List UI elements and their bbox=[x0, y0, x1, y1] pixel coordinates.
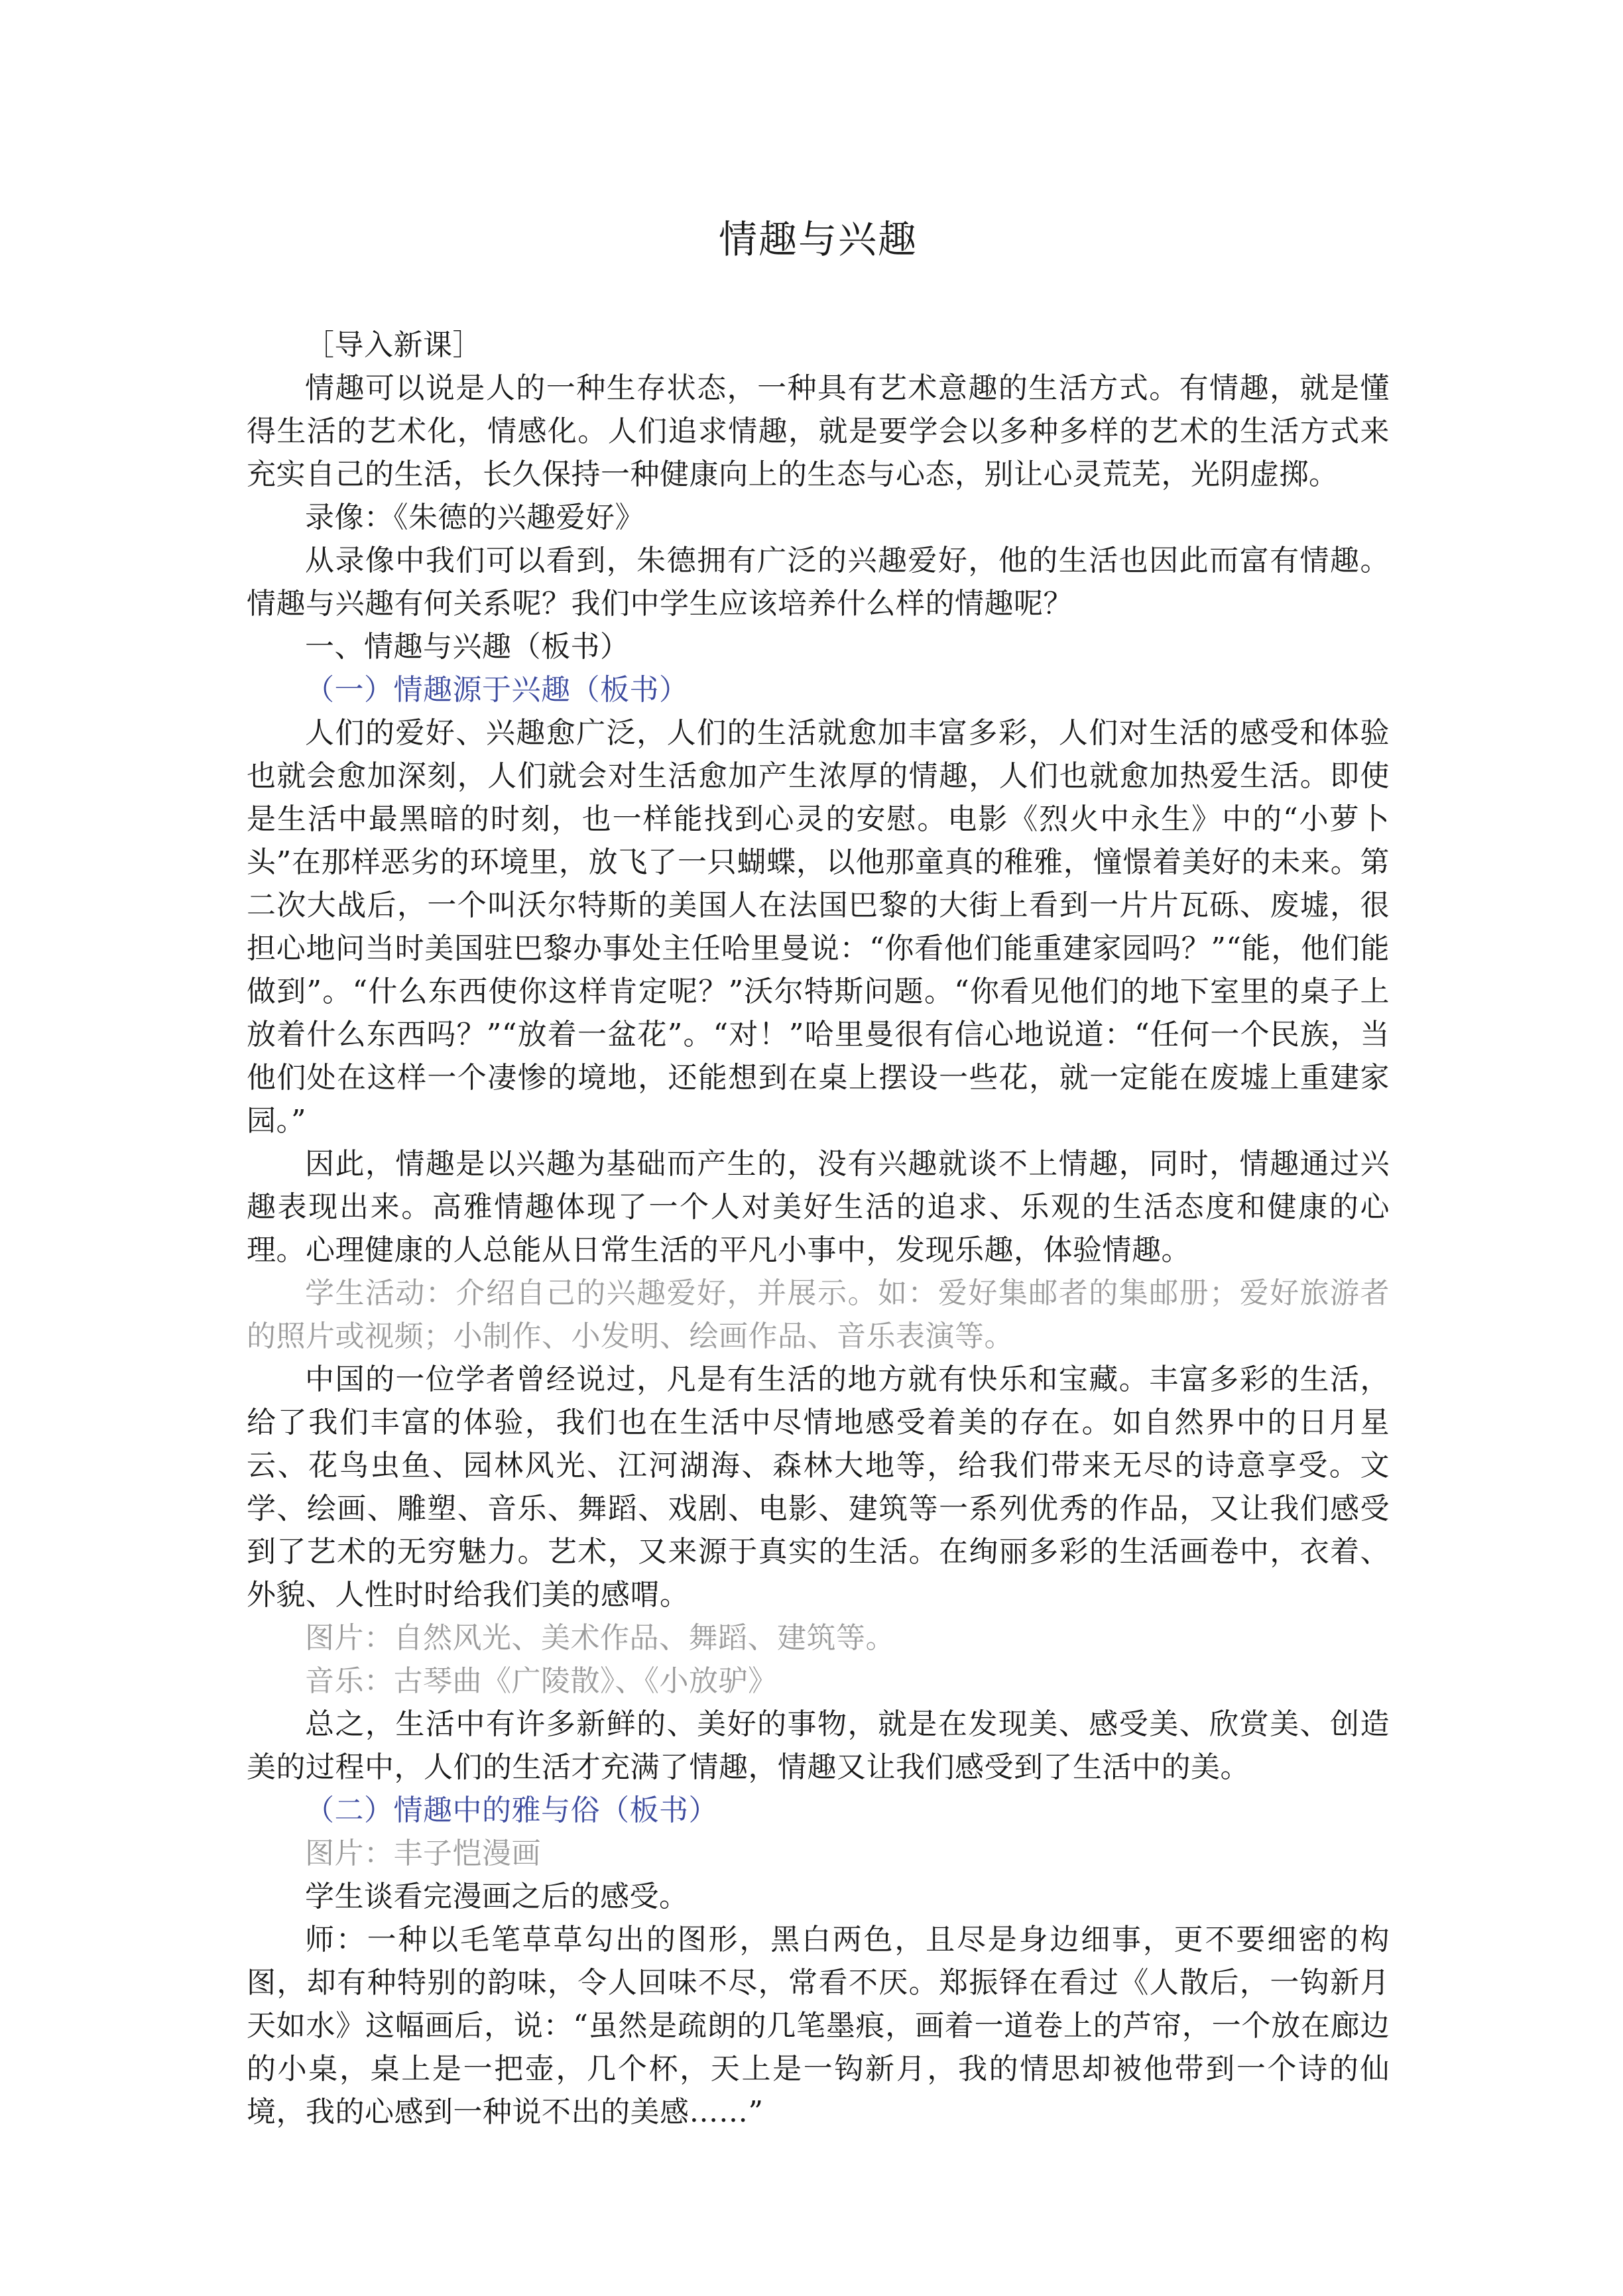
paragraph-intro: 情趣可以说是人的一种生存状态，一种具有艺术意趣的生活方式。有情趣，就是懂得生活的艺术化，情感化。人们追求情趣，就是要学会以多种多样的艺术的生活方式来充实自己的生活，长久保持一种健康向上的生态与心态，别让心灵荒芜，光阴虚掷。 bbox=[247, 371, 1390, 491]
video-note: 录像：《朱德的兴趣爱好》 bbox=[305, 501, 644, 534]
document-body bbox=[247, 324, 1390, 2134]
picture-note-nature: 图片：自然风光、美术作品、舞蹈、建筑等。 bbox=[305, 1621, 895, 1655]
student-discussion-note: 学生谈看完漫画之后的感受。 bbox=[305, 1880, 689, 1913]
paragraph-life-beauty: 中国的一位学者曾经说过，凡是有生活的地方就有快乐和宝藏。丰富多彩的生活，给了我们丰富的体验，我们也在生活中尽情地感受着美的存在。如自然界中的日月星云、花鸟虫鱼、园林风光、江河湖海、森林大地等，给我们带来无尽的诗意享受。文学、绘画、雕塑、音乐、舞蹈、戏剧、电影、建筑等一系列优秀的作品，又让我们感受到了艺术的无穷魅力。艺术，又来源于真实的生活。在绚丽多彩的生活画卷中，衣着、外貌、人性时时给我们美的感喟。 bbox=[247, 1362, 1390, 1612]
student-activity-note: 学生活动：介绍自己的兴趣爱好，并展示。如：爱好集邮者的集邮册；爱好旅游者的照片或视频；小制作、小发明、绘画作品、音乐表演等。 bbox=[247, 1276, 1390, 1353]
heading-subsection-one: （一）情趣源于兴趣（板书） bbox=[305, 673, 689, 707]
section-label-intro: ［导入新课］ bbox=[305, 328, 482, 362]
picture-note-comic: 图片：丰子恺漫画 bbox=[305, 1837, 541, 1870]
paragraph-teacher-comment: 师：一种以毛笔草草勾出的图形，黑白两色，且尽是身边细事，更不要细密的构图，却有种特别的韵味，令人回味不尽，常看不厌。郑振铎在看过《人散后，一钩新月天如水》这幅画后，说：“虽然是疏朗的几笔墨痕，画着一道卷上的芦帘，一个放在廊边的小桌，桌上是一把壶，几个杯，天上是一钩新月，我的情思却被他带到一个诗的仙境，我的心感到一种说不出的美感……” bbox=[247, 1923, 1390, 2129]
paragraph-summary: 总之，生活中有许多新鲜的、美好的事物，就是在发现美、感受美、欣赏美、创造美的过程中，人们的生活才充满了情趣，情趣又让我们感受到了生活中的美。 bbox=[247, 1707, 1390, 1784]
paragraph-interest-story: 人们的爱好、兴趣愈广泛，人们的生活就愈加丰富多彩，人们对生活的感受和体验也就会愈加深刻，人们就会对生活愈加产生浓厚的情趣，人们也就愈加热爱生活。即使是生活中最黑暗的时刻，也一样能找到心灵的安慰。电影《烈火中永生》中的“小萝卜头”在那样恶劣的环境里，放飞了一只蝴蝶，以他那童真的稚雅，憧憬着美好的未来。第二次大战后，一个叫沃尔特斯的美国人在法国巴黎的大街上看到一片片瓦砾、废墟，很担心地问当时美国驻巴黎办事处主任哈里曼说：“你看他们能重建家园吗？”“能，他们能做到”。“什么东西使你这样肯定呢？”沃尔特斯问题。“你看见他们的地下室里的桌子上放着什么东西吗？”“放着一盆花”。“对！”哈里曼很有信心地说道：“任何一个民族，当他们处在这样一个凄惨的境地，还能想到在桌上摆设一些花，就一定能在废墟上重建家园。” bbox=[247, 716, 1390, 1138]
paragraph-conclusion-interest: 因此，情趣是以兴趣为基础而产生的，没有兴趣就谈不上情趣，同时，情趣通过兴趣表现出来。高雅情趣体现了一个人对美好生活的追求、乐观的生活态度和健康的心理。心理健康的人总能从日常生活的平凡小事中，发现乐趣，体验情趣。 bbox=[247, 1147, 1390, 1267]
heading-subsection-two: （二）情趣中的雅与俗（板书） bbox=[305, 1793, 718, 1827]
paragraph-video-discussion: 从录像中我们可以看到，朱德拥有广泛的兴趣爱好，他的生活也因此而富有情趣。情趣与兴趣有何关系呢？我们中学生应该培养什么样的情趣呢？ bbox=[247, 544, 1390, 621]
page-title: 情趣与兴趣 bbox=[718, 217, 918, 262]
heading-section-one: 一、情趣与兴趣（板书） bbox=[305, 630, 630, 664]
music-note: 音乐：古琴曲《广陵散》、《小放驴》 bbox=[305, 1664, 778, 1698]
